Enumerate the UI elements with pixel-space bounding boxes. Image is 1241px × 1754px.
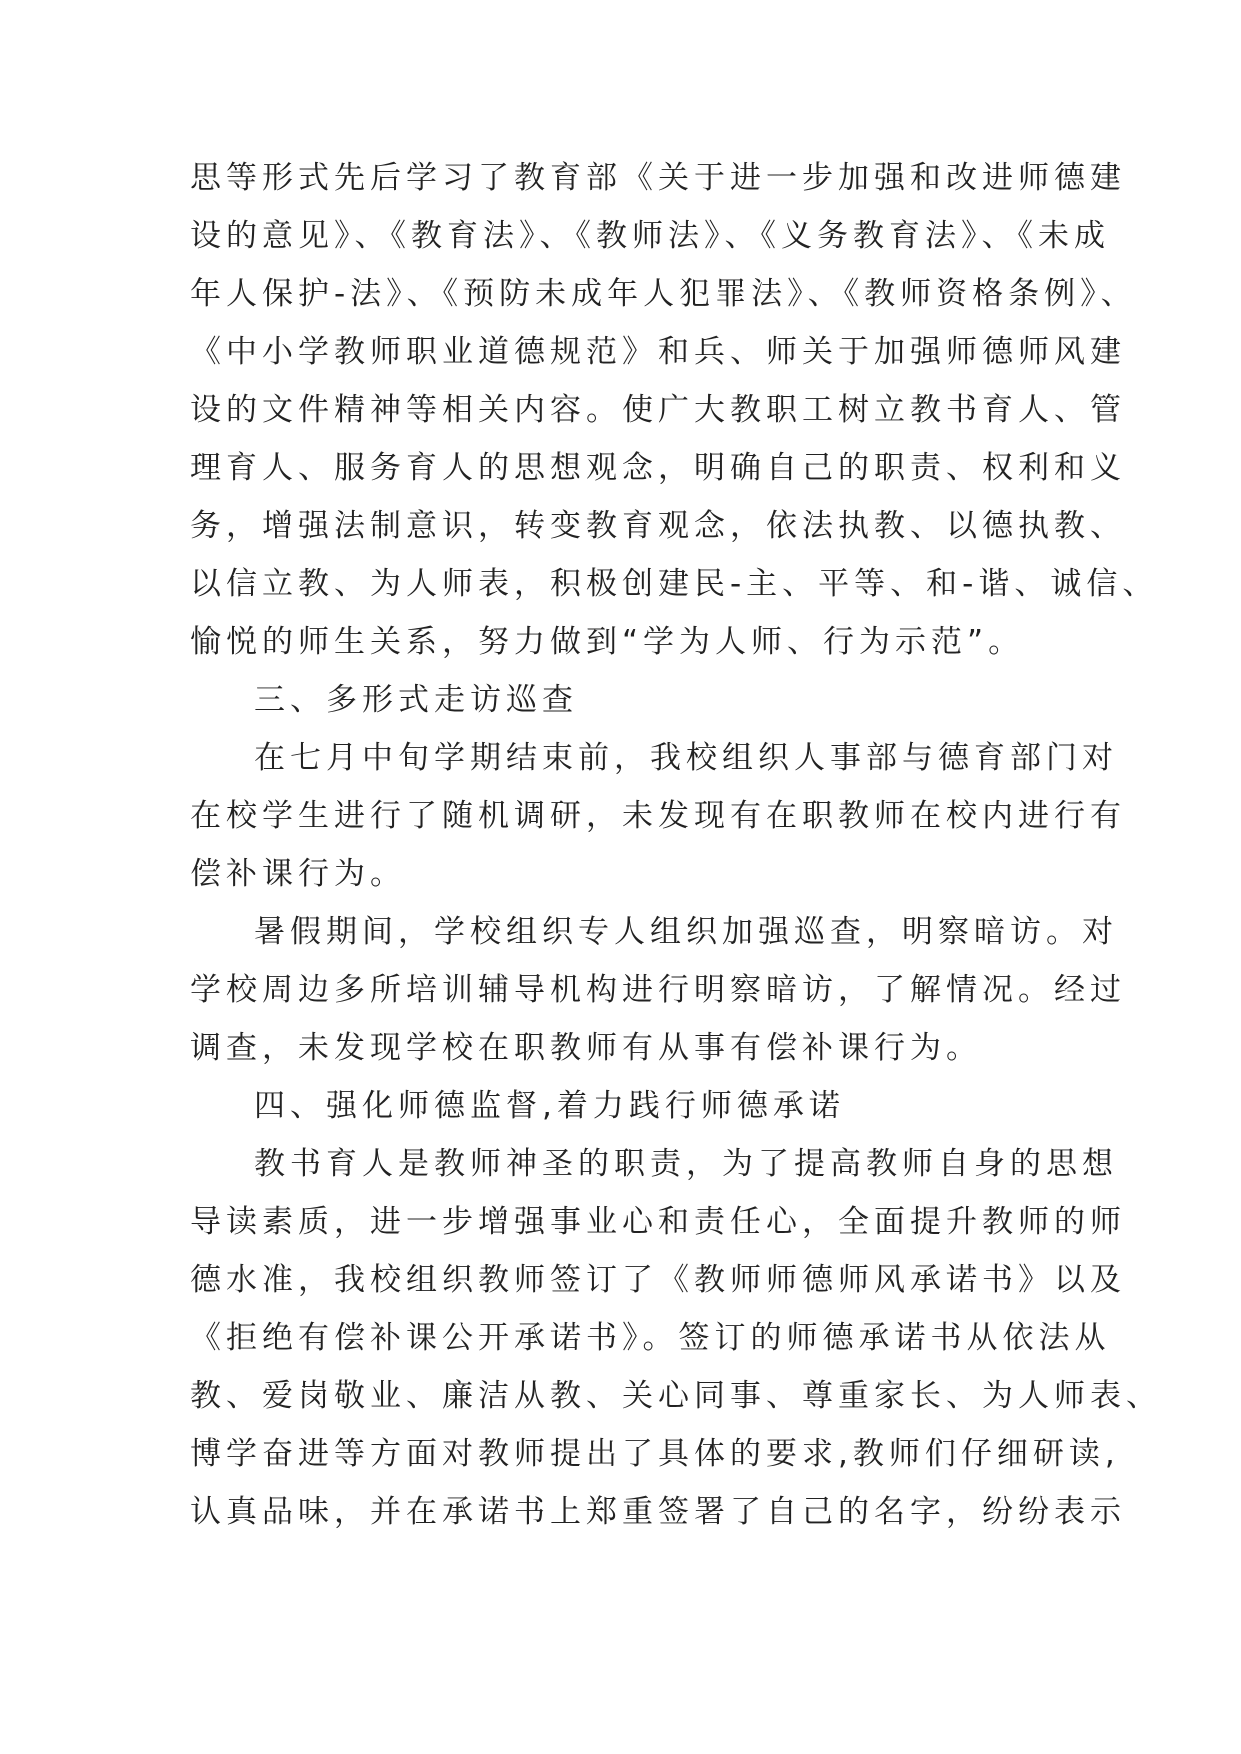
section-heading: 四、强化师德监督,着力践行师德承诺 (254, 1088, 845, 1124)
text-line: 思等形式先后学习了教育部《关于进一步加强和改进师德建 (190, 160, 1126, 196)
text-line: 设的意见》、《教育法》、《教师法》、《义务教育法》、《未成 (190, 218, 1110, 254)
text-line: 认真品味，并在承诺书上郑重签署了自己的名字，纷纷表示 (190, 1494, 1126, 1530)
text-line: 以信立教、为人师表，积极创建民-主、平等、和-谐、诚信、 (190, 566, 1159, 602)
text-line: 德水准，我校组织教师签订了《教师师德师风承诺书》以及 (190, 1262, 1126, 1298)
text-line: 在校学生进行了随机调研，未发现有在职教师在校内进行有 (190, 798, 1126, 834)
text-line: 调查，未发现学校在职教师有从事有偿补课行为。 (190, 1030, 982, 1066)
text-line: 暑假期间，学校组织专人组织加强巡查，明察暗访。对 (254, 914, 1118, 950)
text-line: 教、爱岗敬业、廉洁从教、关心同事、尊重家长、为人师表、 (190, 1378, 1162, 1414)
section-heading: 三、多形式走访巡查 (254, 682, 578, 718)
text-line: 博学奋进等方面对教师提出了具体的要求,教师们仔细研读, (190, 1436, 1120, 1472)
text-line: 偿补课行为。 (190, 856, 406, 892)
text-line: 设的文件精神等相关内容。使广大教职工树立教书育人、管 (190, 392, 1126, 428)
text-line: 在七月中旬学期结束前，我校组织人事部与德育部门对 (254, 740, 1118, 776)
text-line: 学校周边多所培训辅导机构进行明察暗访，了解情况。经过 (190, 972, 1126, 1008)
text-line: 教书育人是教师神圣的职责，为了提高教师自身的思想 (254, 1146, 1118, 1182)
text-line: 年人保护-法》、《预防未成年人犯罪法》、《教师资格条例》、 (190, 276, 1137, 312)
text-line: 务，增强法制意识，转变教育观念，依法执教、以德执教、 (190, 508, 1126, 544)
text-line: 理育人、服务育人的思想观念，明确自己的职责、权利和义 (190, 450, 1126, 486)
text-line: 导读素质，进一步增强事业心和责任心，全面提升教师的师 (190, 1204, 1126, 1240)
text-line: 《中小学教师职业道德规范》和兵、师关于加强师德师风建 (190, 334, 1126, 370)
text-line: 愉悦的师生关系，努力做到“学为人师、行为示范”。 (190, 624, 1025, 660)
text-line: 《拒绝有偿补课公开承诺书》。签订的师德承诺书从依法从 (190, 1320, 1111, 1356)
